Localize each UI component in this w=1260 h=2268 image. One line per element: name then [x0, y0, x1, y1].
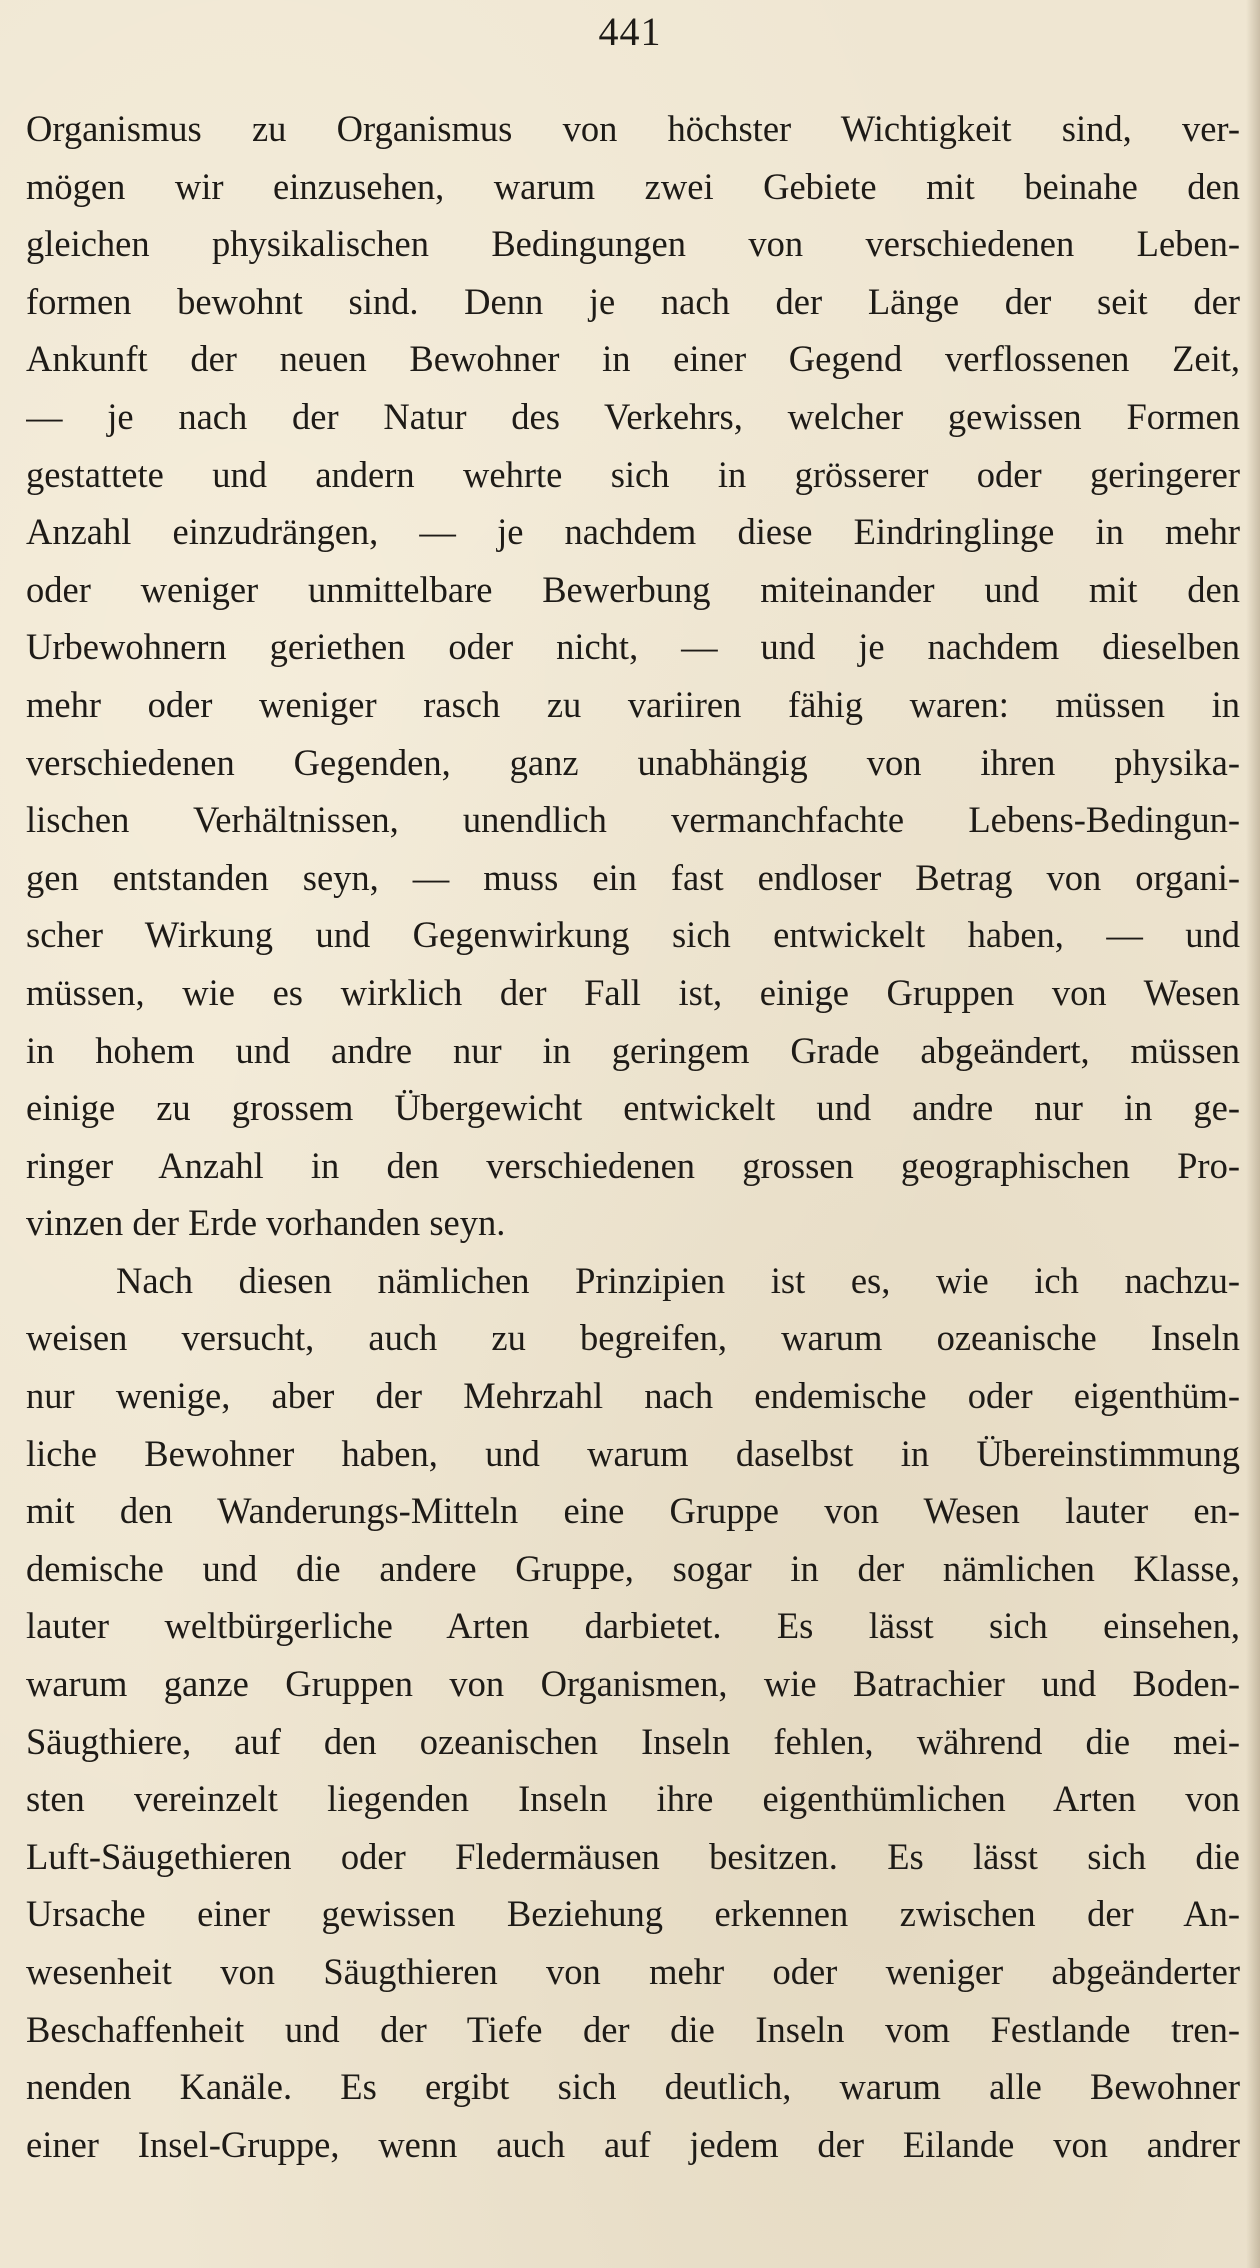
text-line: verschiedenen Gegenden, ganz unabhängig von ihren physika- — [26, 741, 1240, 783]
text-line: scher Wirkung und Gegenwirkung sich entwickelt haben, — und — [26, 914, 1240, 956]
page-edge-shadow — [1246, 0, 1260, 2268]
page-number: 441 — [598, 9, 662, 54]
text-line: Säugthiere, auf den ozeanischen Inseln fehlen, während die mei- — [26, 1720, 1240, 1762]
text-line: einer Insel-Gruppe, wenn auch auf jedem der Eilande von andrer — [26, 2123, 1240, 2165]
text-line: — je nach der Natur des Verkehrs, welcher gewissen Formen — [26, 395, 1240, 437]
text-line: nur wenige, aber der Mehrzahl nach endemische oder eigenthüm- — [26, 1375, 1240, 1417]
text-line: weisen versucht, auch zu begreifen, warum ozeanische Inseln — [26, 1317, 1240, 1359]
text-line: Ankunft der neuen Bewohner in einer Gegend verflossenen Zeit, — [26, 338, 1240, 380]
text-line: sten vereinzelt liegenden Inseln ihre eigenthümlichen Arten von — [26, 1778, 1240, 1820]
text-line: einige zu grossem Übergewicht entwickelt und andre nur in ge- — [26, 1087, 1240, 1129]
text-line: vinzen der Erde vorhanden seyn. — [26, 1202, 506, 1244]
text-line: mögen wir einzusehen, warum zwei Gebiete mit beinahe den — [26, 165, 1240, 207]
text-line: gleichen physikalischen Bedingungen von verschiedenen Leben- — [26, 223, 1240, 265]
text-line: Organismus zu Organismus von höchster Wichtigkeit sind, ver- — [26, 108, 1240, 149]
text-line: demische und die andere Gruppe, sogar in der nämlichen Klasse, — [26, 1547, 1240, 1589]
text-line: gen entstanden seyn, — muss ein fast endloser Betrag von organi- — [26, 856, 1240, 898]
text-line: Beschaffenheit und der Tiefe der die Inseln vom Festlande tren- — [26, 2008, 1240, 2050]
text-line: lischen Verhältnissen, unendlich vermanchfachte Lebens-Bedingun- — [26, 799, 1240, 841]
text-line: lauter weltbürgerliche Arten darbietet. Es lässt sich einsehen, — [26, 1605, 1240, 1647]
text-line: müssen, wie es wirklich der Fall ist, einige Gruppen von Wesen — [26, 971, 1240, 1013]
text-line: liche Bewohner haben, und warum daselbst in Übereinstimmung — [26, 1432, 1240, 1474]
text-line: Anzahl einzudrängen, — je nachdem diese Eindringlinge in mehr — [26, 511, 1240, 553]
text-line: in hohem und andre nur in geringem Grade abgeändert, müssen — [26, 1029, 1240, 1071]
text-line: mehr oder weniger rasch zu variiren fähig waren: müssen in — [26, 683, 1240, 725]
text-line: wesenheit von Säugthieren von mehr oder weniger abgeänderter — [26, 1951, 1240, 1992]
text-line: Ursache einer gewissen Beziehung erkennen zwischen der An- — [26, 1893, 1240, 1935]
text-line: oder weniger unmittelbare Bewerbung miteinander und mit den — [26, 568, 1240, 610]
text-line: Urbewohnern geriethen oder nicht, — und je nachdem dieselben — [26, 626, 1240, 668]
text-line: mit den Wanderungs-Mitteln eine Gruppe von Wesen lauter en- — [26, 1490, 1240, 1532]
text-line: Nach diesen nämlichen Prinzipien ist es, wie ich nachzu- — [116, 1259, 1240, 1301]
text-line: formen bewohnt sind. Denn je nach der Länge der seit der — [26, 280, 1240, 322]
text-line: nenden Kanäle. Es ergibt sich deutlich, warum alle Bewohner — [26, 2066, 1240, 2108]
text-line: Luft-Säugethieren oder Fledermäusen besitzen. Es lässt sich die — [26, 1835, 1240, 1877]
text-line: ringer Anzahl in den verschiedenen grossen geographischen Pro- — [26, 1144, 1240, 1186]
text-line: warum ganze Gruppen von Organismen, wie Batrachier und Boden- — [26, 1663, 1240, 1705]
body-text — [26, 100, 1240, 2173]
text-line: gestattete und andern wehrte sich in grösserer oder geringerer — [26, 453, 1240, 495]
